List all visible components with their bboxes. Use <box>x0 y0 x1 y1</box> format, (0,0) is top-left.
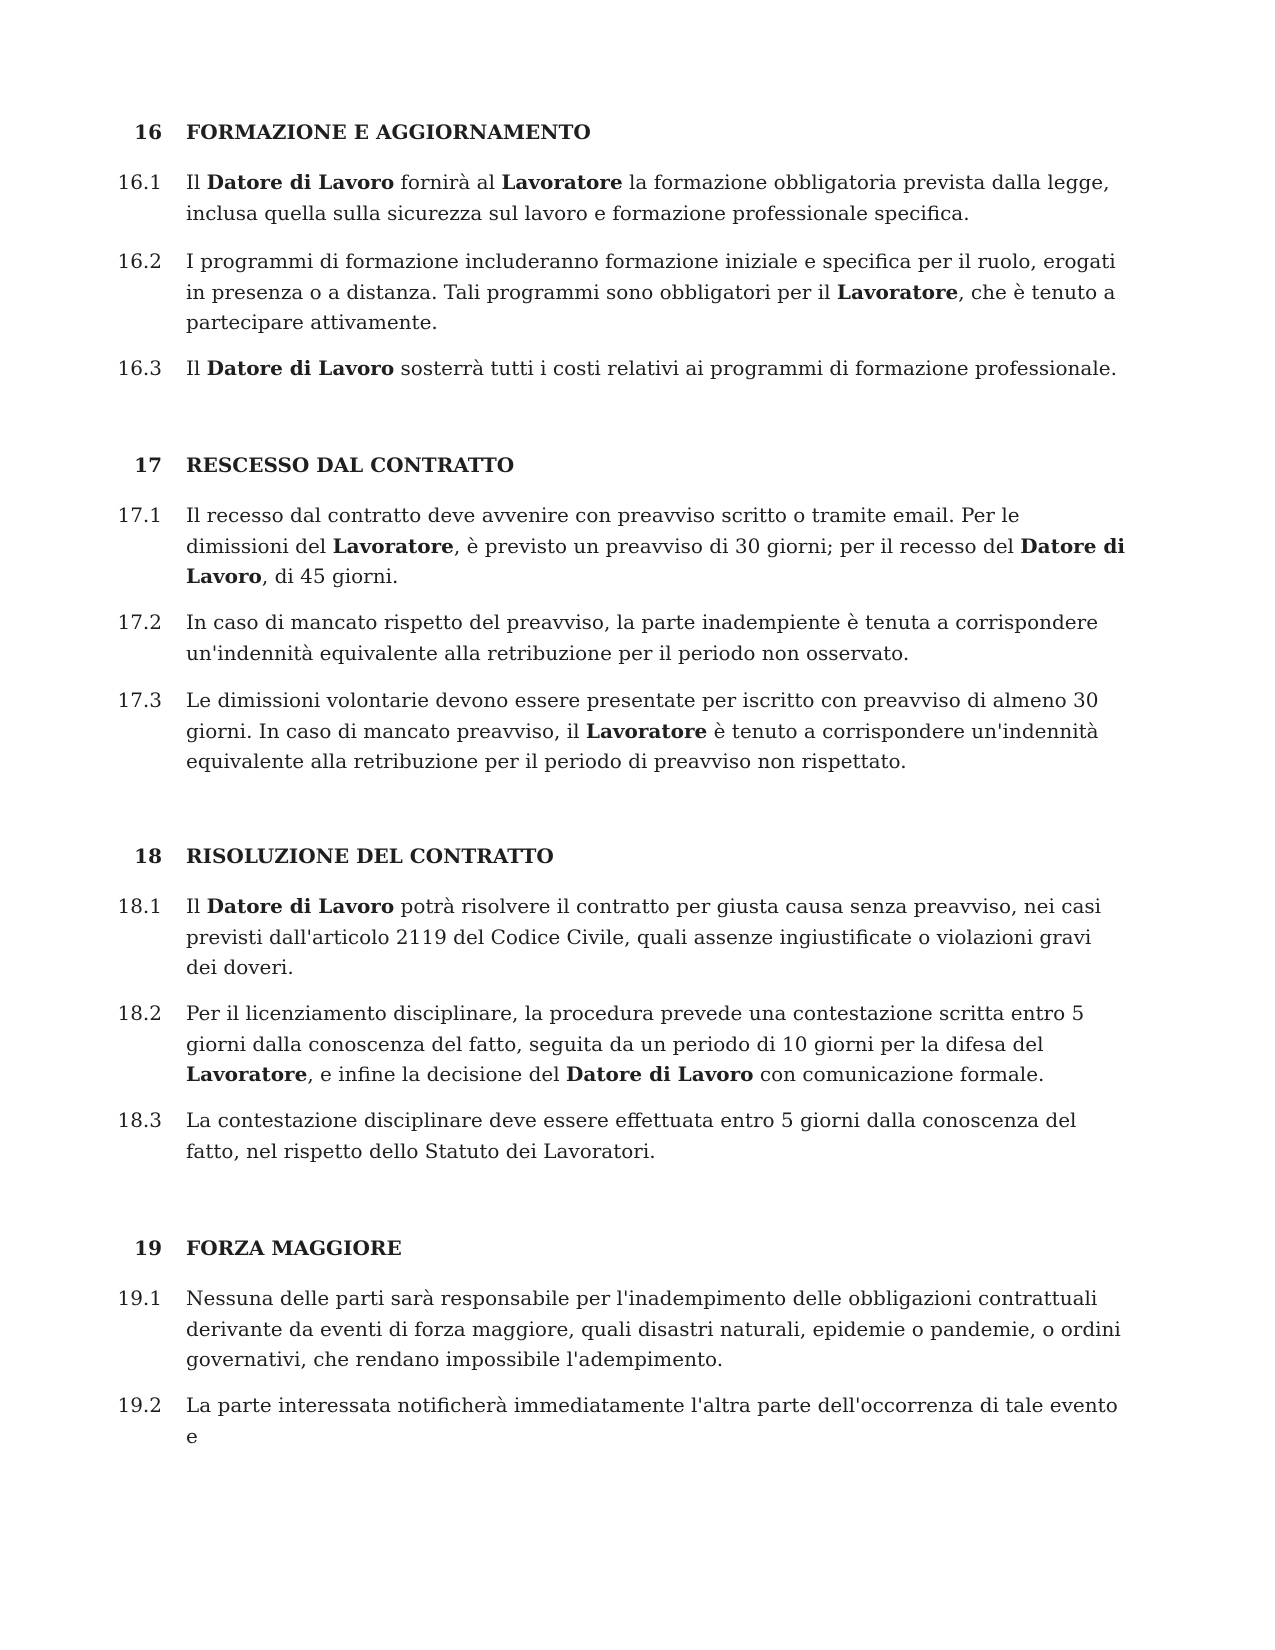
clause-number: 19.1 <box>117 1286 162 1310</box>
text-run: La contestazione disciplinare deve essere effettuata entro 5 giorni dalla conoscenza del fatto, nel rispetto dello Statuto dei Lavoratori. <box>186 1108 1077 1163</box>
section-title: FORZA MAGGIORE <box>186 1236 402 1260</box>
section-number: 18 <box>134 844 162 868</box>
text-run: sosterrà tutti i costi relativi ai programmi di formazione professionale. <box>394 356 1117 380</box>
defined-term: Lavoratore <box>186 1062 308 1086</box>
text-run: la formazione obbligatoria prevista dalla legge, inclusa quella sulla sicurezza sul lavoro e formazione professionale specifica. <box>186 170 1110 225</box>
clause-text <box>186 500 1126 592</box>
clause-number: 18.3 <box>117 1108 162 1132</box>
text-run: La parte interessata notificherà immediatamente l'altra parte dell'occorrenza di tale evento e <box>186 1393 1118 1448</box>
clause-text <box>186 1105 1126 1166</box>
defined-term: Datore di Lavoro <box>206 894 395 918</box>
section-title: RISOLUZIONE DEL CONTRATTO <box>186 844 554 868</box>
section-title: RESCESSO DAL CONTRATTO <box>186 453 515 477</box>
clause-number: 18.1 <box>117 894 162 918</box>
text-run: , e infine la decisione del <box>307 1062 567 1086</box>
section-heading <box>0 117 591 147</box>
defined-term: Datore di Lavoro <box>186 533 1125 588</box>
clause-text <box>186 353 1126 384</box>
text-run: Per il licenziamento disciplinare, la procedura prevede una contestazione scritta entro 5 giorni dalla conoscenza del fatto, seguita da un periodo di 10 giorni per la difesa del <box>186 1001 1085 1056</box>
text-run: Nessuna delle parti sarà responsabile per l'inadempimento delle obbligazioni contrattuali derivante da eventi di forza maggiore, quali disastri naturali, epidemie o pandemie, o ordini governativi, che rendano impossibile l'adempimento. <box>186 1286 1121 1371</box>
text-run: In caso di mancato rispetto del preavviso, la parte inadempiente è tenuta a corrispondere un'indennità equivalente alla retribuzione per il periodo non osservato. <box>186 610 1099 665</box>
text-run: , è previsto un preavviso di 30 giorni; per il recesso del <box>453 533 1021 558</box>
clause <box>0 353 1126 384</box>
clause <box>0 1105 1126 1166</box>
section-heading <box>0 841 554 871</box>
section-title: FORMAZIONE E AGGIORNAMENTO <box>186 120 591 144</box>
defined-term: Lavoratore <box>585 718 708 743</box>
clause-number: 19.2 <box>117 1393 162 1417</box>
text-run: è tenuto a corrispondere un'indennità equivalente alla retribuzione per il periodo di preavviso non rispettato. <box>186 718 1099 773</box>
clause-text <box>186 998 1126 1090</box>
clause <box>0 998 1126 1090</box>
clause <box>0 685 1126 777</box>
text-run: , di 45 giorni. <box>261 564 399 588</box>
clause-text <box>186 607 1126 668</box>
text-run: Il recesso dal contratto deve avvenire con preavviso scritto o tramite email. Per le dimissioni del <box>186 503 1020 558</box>
text-run: Il <box>186 170 207 194</box>
clause <box>0 607 1126 668</box>
text-run: Il <box>186 356 207 380</box>
defined-term: Lavoratore <box>332 533 454 558</box>
defined-term: Datore di Lavoro <box>206 356 395 380</box>
clause-number: 16.3 <box>117 356 162 380</box>
clause-number: 18.2 <box>117 1001 162 1025</box>
defined-term: Lavoratore <box>836 279 959 304</box>
text-run: , che è tenuto a partecipare attivamente. <box>186 279 1116 334</box>
clause <box>0 167 1126 228</box>
clause-text <box>186 1390 1126 1451</box>
clause-text <box>186 167 1126 228</box>
section-heading <box>0 1233 402 1263</box>
clause-text <box>186 891 1126 983</box>
clause-text <box>186 685 1126 777</box>
text-run: Il <box>186 894 207 918</box>
clause <box>0 500 1126 592</box>
text-run: Le dimissioni volontarie devono essere presentate per iscritto con preavviso di almeno 30 giorni. In caso di mancato preavviso, il <box>186 688 1099 743</box>
defined-term: Datore di Lavoro <box>566 1062 754 1086</box>
clause-number: 16.1 <box>117 170 162 194</box>
clause <box>0 1283 1126 1375</box>
clause-text <box>186 246 1126 338</box>
clause <box>0 246 1126 338</box>
defined-term: Datore di Lavoro <box>206 170 395 194</box>
text-run: potrà risolvere il contratto per giusta causa senza preavviso, nei casi previsti dall'articolo 2119 del Codice Civile, quali assenze ingiustificate o violazioni gravi dei doveri. <box>186 894 1102 979</box>
section-number: 17 <box>134 453 162 477</box>
clause <box>0 891 1126 983</box>
section-number: 16 <box>134 120 162 144</box>
clause-text <box>186 1283 1126 1375</box>
text-run: con comunicazione formale. <box>753 1062 1045 1086</box>
section-number: 19 <box>134 1236 162 1260</box>
clause <box>0 1390 1126 1451</box>
section-heading <box>0 450 514 480</box>
defined-term: Lavoratore <box>501 170 623 194</box>
text-run: I programmi di formazione includeranno formazione iniziale e specifica per il ruolo, erogati in presenza o a distanza. Tali programmi sono obbligatori per il <box>186 249 1116 304</box>
clause-number: 16.2 <box>117 249 162 273</box>
clause-number: 17.3 <box>117 688 162 712</box>
clause-number: 17.1 <box>117 503 162 527</box>
clause-number: 17.2 <box>117 610 162 634</box>
text-run: fornirà al <box>394 170 502 194</box>
